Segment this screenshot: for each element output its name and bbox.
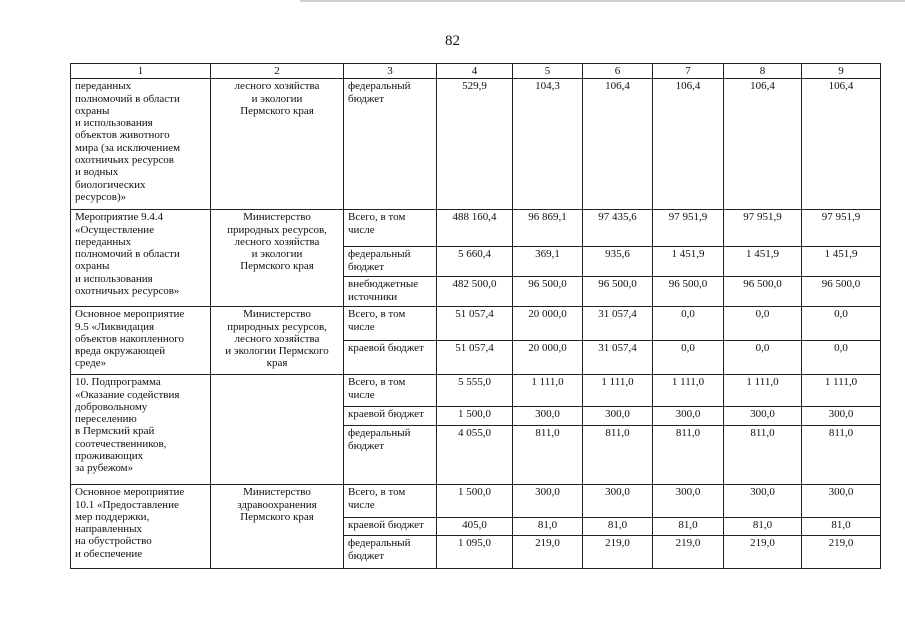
amount-cell: 51 057,4 <box>437 341 513 375</box>
funding-source-cell: краевой бюджет <box>344 341 437 375</box>
funding-source-cell: федеральный бюджет <box>344 426 437 485</box>
amount-cell: 81,0 <box>583 518 653 536</box>
amount-cell: 5 555,0 <box>437 375 513 407</box>
amount-cell: 300,0 <box>513 407 583 426</box>
amount-cell: 935,6 <box>583 247 653 277</box>
amount-cell: 81,0 <box>802 518 881 536</box>
amount-cell: 81,0 <box>513 518 583 536</box>
amount-cell: 96 500,0 <box>513 277 583 307</box>
funding-source-cell: Всего, в том числе <box>344 375 437 407</box>
amount-cell: 0,0 <box>724 307 802 341</box>
amount-cell: 482 500,0 <box>437 277 513 307</box>
amount-cell: 0,0 <box>653 307 724 341</box>
amount-cell: 0,0 <box>802 341 881 375</box>
column-number: 7 <box>653 64 724 79</box>
column-number: 6 <box>583 64 653 79</box>
amount-cell: 96 500,0 <box>583 277 653 307</box>
amount-cell: 0,0 <box>802 307 881 341</box>
amount-cell: 488 160,4 <box>437 210 513 247</box>
amount-cell: 300,0 <box>802 407 881 426</box>
amount-cell: 1 111,0 <box>802 375 881 407</box>
amount-cell: 106,4 <box>653 79 724 210</box>
amount-cell: 300,0 <box>724 485 802 518</box>
amount-cell: 20 000,0 <box>513 307 583 341</box>
amount-cell: 97 435,6 <box>583 210 653 247</box>
amount-cell: 300,0 <box>583 485 653 518</box>
amount-cell: 0,0 <box>653 341 724 375</box>
amount-cell: 20 000,0 <box>513 341 583 375</box>
amount-cell: 81,0 <box>653 518 724 536</box>
column-number: 9 <box>802 64 881 79</box>
table-row <box>71 79 881 210</box>
executor-cell: лесного хозяйства и экологии Пермского края <box>211 79 344 210</box>
amount-cell: 811,0 <box>513 426 583 485</box>
measure-name-cell: переданных полномочий в области охраны и использования объектов животного мира (за исключением охотничьих ресурсов и водных биологических ресурсов)» <box>71 79 211 210</box>
table-row <box>71 210 881 247</box>
column-number-row <box>71 64 881 79</box>
amount-cell: 1 111,0 <box>513 375 583 407</box>
table-row <box>71 485 881 518</box>
column-number: 3 <box>344 64 437 79</box>
funding-source-cell: Всего, в том числе <box>344 485 437 518</box>
funding-source-cell: федеральный бюджет <box>344 79 437 210</box>
amount-cell: 219,0 <box>653 536 724 569</box>
measure-name-cell: Мероприятие 9.4.4 «Осуществление переданных полномочий в области охраны и использования охотничьих ресурсов» <box>71 210 211 307</box>
amount-cell: 811,0 <box>653 426 724 485</box>
column-number: 5 <box>513 64 583 79</box>
amount-cell: 811,0 <box>802 426 881 485</box>
amount-cell: 1 500,0 <box>437 485 513 518</box>
amount-cell: 31 057,4 <box>583 341 653 375</box>
amount-cell: 300,0 <box>513 485 583 518</box>
amount-cell: 300,0 <box>802 485 881 518</box>
amount-cell: 405,0 <box>437 518 513 536</box>
amount-cell: 219,0 <box>724 536 802 569</box>
column-number: 2 <box>211 64 344 79</box>
amount-cell: 96 500,0 <box>724 277 802 307</box>
amount-cell: 811,0 <box>724 426 802 485</box>
budget-table-body <box>71 64 881 569</box>
amount-cell: 106,4 <box>724 79 802 210</box>
table-row <box>71 307 881 341</box>
amount-cell: 300,0 <box>653 407 724 426</box>
amount-cell: 1 111,0 <box>653 375 724 407</box>
amount-cell: 1 111,0 <box>724 375 802 407</box>
amount-cell: 1 095,0 <box>437 536 513 569</box>
amount-cell: 106,4 <box>802 79 881 210</box>
executor-cell: Министерство здравоохранения Пермского края <box>211 485 344 569</box>
column-number: 4 <box>437 64 513 79</box>
executor-cell: Министерство природных ресурсов, лесного хозяйства и экологии Пермского края <box>211 307 344 375</box>
amount-cell: 31 057,4 <box>583 307 653 341</box>
amount-cell: 1 451,9 <box>653 247 724 277</box>
amount-cell: 219,0 <box>802 536 881 569</box>
amount-cell: 811,0 <box>583 426 653 485</box>
amount-cell: 97 951,9 <box>653 210 724 247</box>
amount-cell: 104,3 <box>513 79 583 210</box>
measure-name-cell: Основное мероприятие 10.1 «Предоставление мер поддержки, направленных на обустройство и обеспечение <box>71 485 211 569</box>
scan-edge-rule <box>300 0 905 2</box>
amount-cell: 51 057,4 <box>437 307 513 341</box>
amount-cell: 4 055,0 <box>437 426 513 485</box>
column-number: 8 <box>724 64 802 79</box>
amount-cell: 1 451,9 <box>802 247 881 277</box>
executor-cell: Министерство природных ресурсов, лесного хозяйства и экологии Пермского края <box>211 210 344 307</box>
budget-table <box>70 63 881 569</box>
executor-cell <box>211 375 344 485</box>
amount-cell: 1 451,9 <box>724 247 802 277</box>
amount-cell: 5 660,4 <box>437 247 513 277</box>
measure-name-cell: Основное мероприятие 9.5 «Ликвидация объектов накопленного вреда окружающей среде» <box>71 307 211 375</box>
amount-cell: 0,0 <box>724 341 802 375</box>
amount-cell: 97 951,9 <box>802 210 881 247</box>
amount-cell: 96 500,0 <box>802 277 881 307</box>
amount-cell: 106,4 <box>583 79 653 210</box>
amount-cell: 300,0 <box>583 407 653 426</box>
funding-source-cell: внебюджетные источники <box>344 277 437 307</box>
amount-cell: 81,0 <box>724 518 802 536</box>
amount-cell: 96 869,1 <box>513 210 583 247</box>
funding-source-cell: федеральный бюджет <box>344 247 437 277</box>
funding-source-cell: краевой бюджет <box>344 407 437 426</box>
amount-cell: 219,0 <box>583 536 653 569</box>
amount-cell: 300,0 <box>653 485 724 518</box>
column-number: 1 <box>71 64 211 79</box>
funding-source-cell: федеральный бюджет <box>344 536 437 569</box>
funding-source-cell: краевой бюджет <box>344 518 437 536</box>
amount-cell: 300,0 <box>724 407 802 426</box>
amount-cell: 529,9 <box>437 79 513 210</box>
page-number: 82 <box>445 33 460 49</box>
funding-source-cell: Всего, в том числе <box>344 210 437 247</box>
funding-source-cell: Всего, в том числе <box>344 307 437 341</box>
amount-cell: 97 951,9 <box>724 210 802 247</box>
table-row <box>71 375 881 407</box>
amount-cell: 96 500,0 <box>653 277 724 307</box>
amount-cell: 219,0 <box>513 536 583 569</box>
amount-cell: 369,1 <box>513 247 583 277</box>
measure-name-cell: 10. Подпрограмма «Оказание содействия добровольному переселению в Пермский край соотечественников, проживающих за рубежом» <box>71 375 211 485</box>
amount-cell: 1 500,0 <box>437 407 513 426</box>
amount-cell: 1 111,0 <box>583 375 653 407</box>
